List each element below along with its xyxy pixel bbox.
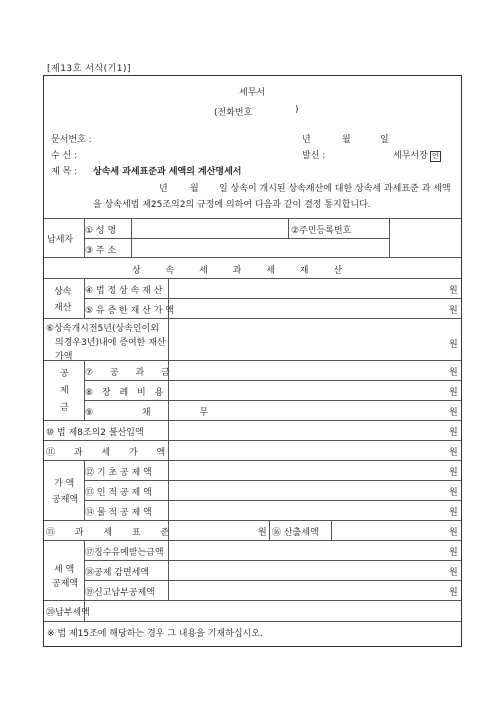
unit-won: 원 <box>449 548 458 558</box>
art8-label: ⑩ 법 제8조의2 불산입액 <box>46 428 144 438</box>
unit-won: 원 <box>449 488 458 498</box>
body-line1: 일 상속이 개시된 상속재산에 대한 상속세 과세표준 과 세액 <box>219 184 451 194</box>
date-day: 일 <box>380 135 389 145</box>
will-property-label: ⑤ 유 증 한 재 산 가 액 <box>85 306 174 316</box>
office-label: 세무서 <box>239 88 266 98</box>
unit-won: 원 <box>449 368 458 378</box>
unit-won: 원 <box>449 286 458 296</box>
unit-won: 원 <box>449 408 458 418</box>
body-line2: 을 상속세법 제25조의2의 규정에 의하여 다음과 같이 결정 통지합니다. <box>93 200 371 210</box>
deduct-label-3: 금 <box>60 403 69 413</box>
reduction-tax-label: ⑱공제 감면세액 <box>85 568 150 578</box>
deferred-tax-label: ⑰징수유예받는금액 <box>85 548 164 558</box>
phone-label: (전화번호 <box>214 108 253 118</box>
body-year: 년 <box>159 184 168 194</box>
form-frame <box>43 75 462 647</box>
seal-icon: 인 <box>430 151 441 162</box>
tax-base-label: ⑮ 과 세 표 준 <box>46 528 170 538</box>
taxpayer-name-label: ① 성 명 <box>85 226 117 236</box>
taxpayer-label: 납세자 <box>47 235 74 245</box>
debt-label: ⑨ 채 무 <box>85 408 209 418</box>
credit-label-1: 세 액 <box>54 565 75 575</box>
taxpayer-address-label: ③ 주 소 <box>85 246 117 256</box>
gift-prior-line1: ⑥상속개시전5년(상속인이외 <box>46 324 159 334</box>
unit-won: 원 <box>449 588 458 598</box>
gift-prior-line2: 의경우3년)내에 증여한 재산 <box>55 338 166 348</box>
unit-won: 원 <box>449 568 458 578</box>
basic-deduction-label: ⑫ 기 초 공 제 액 <box>85 468 152 478</box>
report-credit-label: ⑲신고납부공제액 <box>85 588 155 598</box>
taxpayer-rrn-label: ②주민등록번호 <box>291 226 352 236</box>
section-title: 상 속 세 과 세 재 산 <box>132 266 343 276</box>
credit-label-2: 공제액 <box>52 579 79 589</box>
payable-tax-label: ⑳납부세액 <box>46 608 90 618</box>
body-month: 월 <box>190 184 199 194</box>
subject-text: 상속세 과세표준과 세액의 계산명세서 <box>93 167 242 177</box>
tax-deduct-label-2: 공제액 <box>52 495 79 505</box>
personal-deduction-label: ⑬ 인 적 공 제 액 <box>85 488 152 498</box>
property-deduction-label: ⑭ 물 적 공 제 액 <box>85 508 152 518</box>
date-month: 월 <box>342 135 351 145</box>
gift-prior-line3: 가액 <box>55 352 73 362</box>
tax-deduct-label-1: 가 액 <box>54 479 75 489</box>
taxable-value-label: ⑪ 과 세 가 액 <box>46 448 166 458</box>
unit-won: 원 <box>449 468 458 478</box>
deduct-label-1: 공 <box>60 369 69 379</box>
inherit-label-1: 상속 <box>54 287 72 297</box>
deduct-label-2: 제 <box>60 386 69 396</box>
calculated-tax-label: ⑯ 산출세액 <box>272 528 319 538</box>
unit-won: 원 <box>258 528 267 538</box>
doc-no-label: 문서번호 : <box>51 135 92 145</box>
unit-won: 원 <box>449 528 458 538</box>
chief-label: 세무서장 인 <box>393 148 441 162</box>
unit-won: 원 <box>449 428 458 438</box>
unit-won: 원 <box>449 306 458 316</box>
legal-inheritance-label: ④ 법 정 상 속 재 산 <box>85 286 163 296</box>
unit-won: 원 <box>449 340 458 350</box>
funeral-expense-label: ⑧ 장 례 비 용 <box>85 388 164 398</box>
public-charges-label: ⑦ 공 과 금 <box>85 368 170 378</box>
form-code: [제13호 서식(기1)] <box>47 64 132 74</box>
subject-label: 제 목 : <box>51 167 78 177</box>
sender-label: 발신 : <box>302 151 326 161</box>
phone-close: ) <box>295 105 299 115</box>
unit-won: 원 <box>449 448 458 458</box>
unit-won: 원 <box>449 508 458 518</box>
footnote: ※ 법 제15조에 해당하는 경우 그 내용을 기재하십시오. <box>47 629 263 639</box>
unit-won: 원 <box>449 388 458 398</box>
date-year: 년 <box>302 135 311 145</box>
inherit-label-2: 재산 <box>54 303 72 313</box>
recipient-label: 수 신 : <box>51 151 78 161</box>
